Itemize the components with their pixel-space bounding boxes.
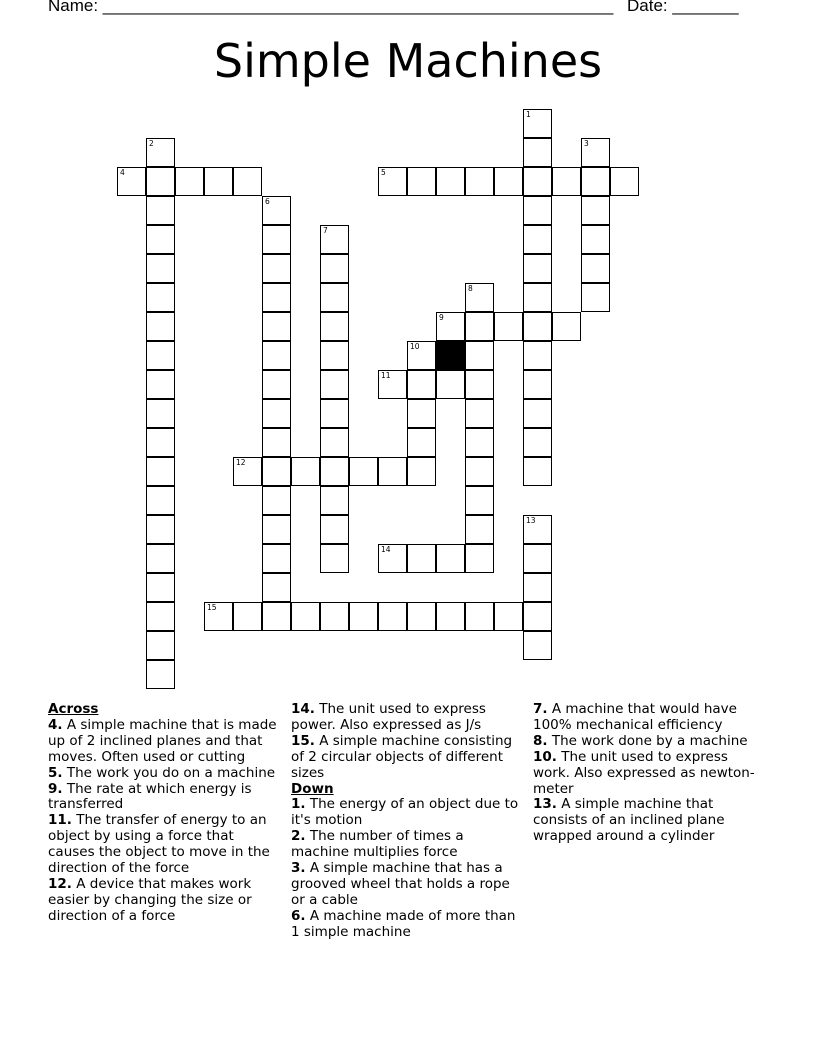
grid-cell[interactable] [204, 167, 233, 196]
clue-column-2 [291, 702, 521, 941]
clue-across-11 [48, 813, 280, 877]
grid-cell[interactable] [349, 602, 378, 631]
name-field[interactable]: Name: ______________________________________________________ [48, 0, 614, 15]
clue-text: A machine made of more than 1 simple machine [291, 907, 516, 940]
clue-number: 12. [48, 875, 72, 892]
grid-cell[interactable] [262, 602, 291, 631]
grid-cell[interactable] [320, 341, 349, 370]
grid-cell[interactable] [262, 573, 291, 602]
grid-cell[interactable] [523, 138, 552, 167]
grid-cell[interactable] [523, 399, 552, 428]
grid-cell[interactable] [523, 254, 552, 283]
grid-cell[interactable] [291, 602, 320, 631]
grid-cell[interactable] [465, 515, 494, 544]
grid-cell[interactable] [320, 602, 349, 631]
grid-cell[interactable] [320, 486, 349, 515]
grid-cell[interactable] [262, 283, 291, 312]
clue-number: 8. [533, 732, 548, 749]
grid-cell[interactable] [320, 370, 349, 399]
grid-cell[interactable] [204, 602, 233, 631]
clue-number: 11. [48, 812, 72, 829]
clue-across-14 [291, 702, 521, 734]
grid-cell[interactable] [407, 602, 436, 631]
grid-cell[interactable] [349, 457, 378, 486]
grid-cell[interactable] [407, 370, 436, 399]
clue-number: 4. [48, 716, 63, 733]
grid-cell[interactable] [262, 399, 291, 428]
grid-cell[interactable] [175, 167, 204, 196]
clue-text: The rate at which energy is transferred [48, 780, 252, 813]
grid-cell[interactable] [320, 428, 349, 457]
grid-cell[interactable] [552, 312, 581, 341]
grid-cell[interactable] [146, 399, 175, 428]
grid-cell[interactable] [436, 167, 465, 196]
grid-cell[interactable] [465, 312, 494, 341]
cell-number: 7 [323, 226, 328, 235]
grid-cell[interactable] [146, 660, 175, 689]
cell-number: 13 [526, 516, 536, 525]
grid-cell[interactable] [465, 457, 494, 486]
clue-text: The number of times a machine multiplies force [291, 828, 464, 861]
grid-cell[interactable] [320, 225, 349, 254]
grid-cell[interactable] [262, 225, 291, 254]
grid-cell[interactable] [523, 631, 552, 660]
grid-cell[interactable] [436, 602, 465, 631]
grid-cell[interactable] [262, 341, 291, 370]
grid-cell[interactable] [523, 109, 552, 138]
grid-cell[interactable] [146, 225, 175, 254]
grid-cell[interactable] [320, 457, 349, 486]
clue-text: The unit used to express power. Also expressed as J/s [291, 701, 486, 733]
grid-cell[interactable] [523, 167, 552, 196]
clue-number: 14. [291, 701, 315, 717]
clue-text: A simple machine consisting of 2 circular objects of different sizes [291, 732, 513, 781]
grid-cell[interactable] [465, 544, 494, 573]
clue-number: 9. [48, 780, 63, 797]
grid-cell[interactable] [523, 457, 552, 486]
grid-cell[interactable] [494, 167, 523, 196]
cell-number: 5 [381, 168, 386, 177]
clue-down-3 [291, 861, 521, 909]
grid-cell[interactable] [146, 515, 175, 544]
grid-cell[interactable] [378, 602, 407, 631]
grid-cell[interactable] [233, 167, 262, 196]
clue-text: A simple machine that consists of an inclined plane wrapped around a cylinder [533, 796, 725, 845]
grid-cell[interactable] [146, 283, 175, 312]
grid-cell[interactable] [146, 370, 175, 399]
grid-cell[interactable] [436, 312, 465, 341]
cell-number: 2 [149, 139, 154, 148]
grid-cell[interactable] [407, 341, 436, 370]
clue-down-6 [291, 909, 521, 941]
grid-cell[interactable] [146, 167, 175, 196]
grid-cell[interactable] [407, 428, 436, 457]
clue-number: 2. [291, 828, 306, 845]
grid-cell[interactable] [581, 225, 610, 254]
cell-number: 4 [120, 168, 125, 177]
clue-across-9 [48, 782, 280, 814]
clue-number: 15. [291, 732, 315, 749]
grid-cell[interactable] [523, 283, 552, 312]
grid-cell[interactable] [262, 515, 291, 544]
grid-cell[interactable] [581, 254, 610, 283]
cell-number: 1 [526, 110, 531, 119]
grid-cell[interactable] [523, 370, 552, 399]
clue-across-5 [48, 766, 280, 782]
grid-cell[interactable] [523, 312, 552, 341]
grid-cell[interactable] [523, 573, 552, 602]
clue-text: A device that makes work easier by changing the size or direction of a force [48, 875, 252, 924]
grid-cell[interactable] [146, 312, 175, 341]
grid-cell[interactable] [610, 167, 639, 196]
down-heading: Down [291, 780, 334, 797]
grid-cell[interactable] [262, 544, 291, 573]
grid-cell[interactable] [233, 602, 262, 631]
grid-cell[interactable] [146, 196, 175, 225]
clue-number: 7. [533, 701, 548, 717]
clue-number: 6. [291, 907, 306, 924]
clue-down-8 [533, 734, 763, 750]
grid-cell[interactable] [465, 370, 494, 399]
grid-cell[interactable] [262, 457, 291, 486]
clue-down-2 [291, 829, 521, 861]
grid-cell[interactable] [407, 457, 436, 486]
clue-across-4 [48, 718, 280, 766]
cell-number: 15 [207, 603, 217, 612]
clue-column-3 [533, 702, 763, 845]
grid-cell[interactable] [320, 283, 349, 312]
black-cell [436, 341, 465, 370]
clue-down-1 [291, 797, 521, 829]
grid-cell[interactable] [523, 515, 552, 544]
grid-cell[interactable] [320, 399, 349, 428]
grid-cell[interactable] [494, 602, 523, 631]
cell-number: 9 [439, 313, 444, 322]
grid-cell[interactable] [407, 167, 436, 196]
cell-number: 11 [381, 371, 391, 380]
grid-cell[interactable] [465, 428, 494, 457]
grid-cell[interactable] [378, 167, 407, 196]
cell-number: 3 [584, 139, 589, 148]
grid-cell[interactable] [523, 544, 552, 573]
clue-text: A simple machine that is made up of 2 inclined planes and that moves. Often used or cutting [48, 716, 277, 765]
clue-number: 13. [533, 796, 557, 813]
clue-across-12 [48, 877, 280, 925]
clue-down-7 [533, 702, 763, 734]
clue-number: 5. [48, 764, 63, 781]
grid-cell[interactable] [233, 457, 262, 486]
grid-cell[interactable] [465, 486, 494, 515]
grid-cell[interactable] [146, 486, 175, 515]
grid-cell[interactable] [262, 486, 291, 515]
grid-cell[interactable] [465, 341, 494, 370]
grid-cell[interactable] [523, 428, 552, 457]
clue-text: The work you do on a machine [66, 764, 276, 781]
date-field[interactable]: Date: _______ [627, 0, 739, 15]
grid-cell[interactable] [146, 602, 175, 631]
grid-cell[interactable] [494, 312, 523, 341]
cell-number: 14 [381, 545, 391, 554]
grid-cell[interactable] [378, 370, 407, 399]
grid-cell[interactable] [291, 457, 320, 486]
grid-cell[interactable] [146, 573, 175, 602]
cell-number: 8 [468, 284, 473, 293]
grid-cell[interactable] [320, 254, 349, 283]
grid-cell[interactable] [146, 457, 175, 486]
grid-cell[interactable] [581, 138, 610, 167]
grid-cell[interactable] [262, 196, 291, 225]
page-title: Simple Machines [213, 34, 603, 88]
grid-cell[interactable] [465, 399, 494, 428]
grid-cell[interactable] [320, 312, 349, 341]
clue-text: The unit used to express work. Also expressed as newton-meter [533, 748, 755, 797]
grid-cell[interactable] [378, 544, 407, 573]
clue-text: The work done by a machine [551, 732, 748, 749]
clue-column-1 [48, 702, 280, 925]
across-heading: Across [48, 701, 99, 717]
grid-cell[interactable] [523, 196, 552, 225]
grid-cell[interactable] [407, 544, 436, 573]
grid-cell[interactable] [146, 254, 175, 283]
grid-cell[interactable] [146, 428, 175, 457]
grid-cell[interactable] [552, 167, 581, 196]
grid-cell[interactable] [262, 370, 291, 399]
clue-down-13 [533, 797, 763, 845]
clue-text: The energy of an object due to it's motion [291, 796, 519, 829]
cell-number: 12 [236, 458, 246, 467]
grid-cell[interactable] [465, 283, 494, 312]
clue-number: 3. [291, 860, 306, 877]
grid-cell[interactable] [436, 544, 465, 573]
cell-number: 6 [265, 197, 270, 206]
grid-cell[interactable] [146, 631, 175, 660]
clue-down-10 [533, 750, 763, 798]
clue-text: The transfer of energy to an object by using a force that causes the object to move in the direction of the force [48, 812, 270, 877]
grid-cell[interactable] [523, 602, 552, 631]
grid-cell[interactable] [146, 544, 175, 573]
grid-cell[interactable] [320, 544, 349, 573]
clue-number: 1. [291, 796, 306, 813]
grid-cell[interactable] [465, 602, 494, 631]
grid-cell[interactable] [465, 167, 494, 196]
grid-cell[interactable] [262, 254, 291, 283]
grid-cell[interactable] [146, 138, 175, 167]
grid-cell[interactable] [581, 196, 610, 225]
grid-cell[interactable] [262, 312, 291, 341]
cell-number: 10 [410, 342, 420, 351]
grid-cell[interactable] [117, 167, 146, 196]
clue-text: A simple machine that has a grooved wheel that holds a rope or a cable [291, 860, 510, 908]
grid-cell[interactable] [320, 515, 349, 544]
grid-cell[interactable] [407, 399, 436, 428]
grid-cell[interactable] [436, 370, 465, 399]
grid-cell[interactable] [146, 341, 175, 370]
grid-cell[interactable] [523, 225, 552, 254]
grid-cell[interactable] [581, 167, 610, 196]
grid-cell[interactable] [378, 457, 407, 486]
clue-number: 10. [533, 748, 557, 765]
grid-cell[interactable] [581, 283, 610, 312]
grid-cell[interactable] [262, 428, 291, 457]
clue-text: A machine that would have 100% mechanical efficiency [533, 701, 737, 733]
grid-cell[interactable] [523, 341, 552, 370]
clue-across-15 [291, 734, 521, 782]
